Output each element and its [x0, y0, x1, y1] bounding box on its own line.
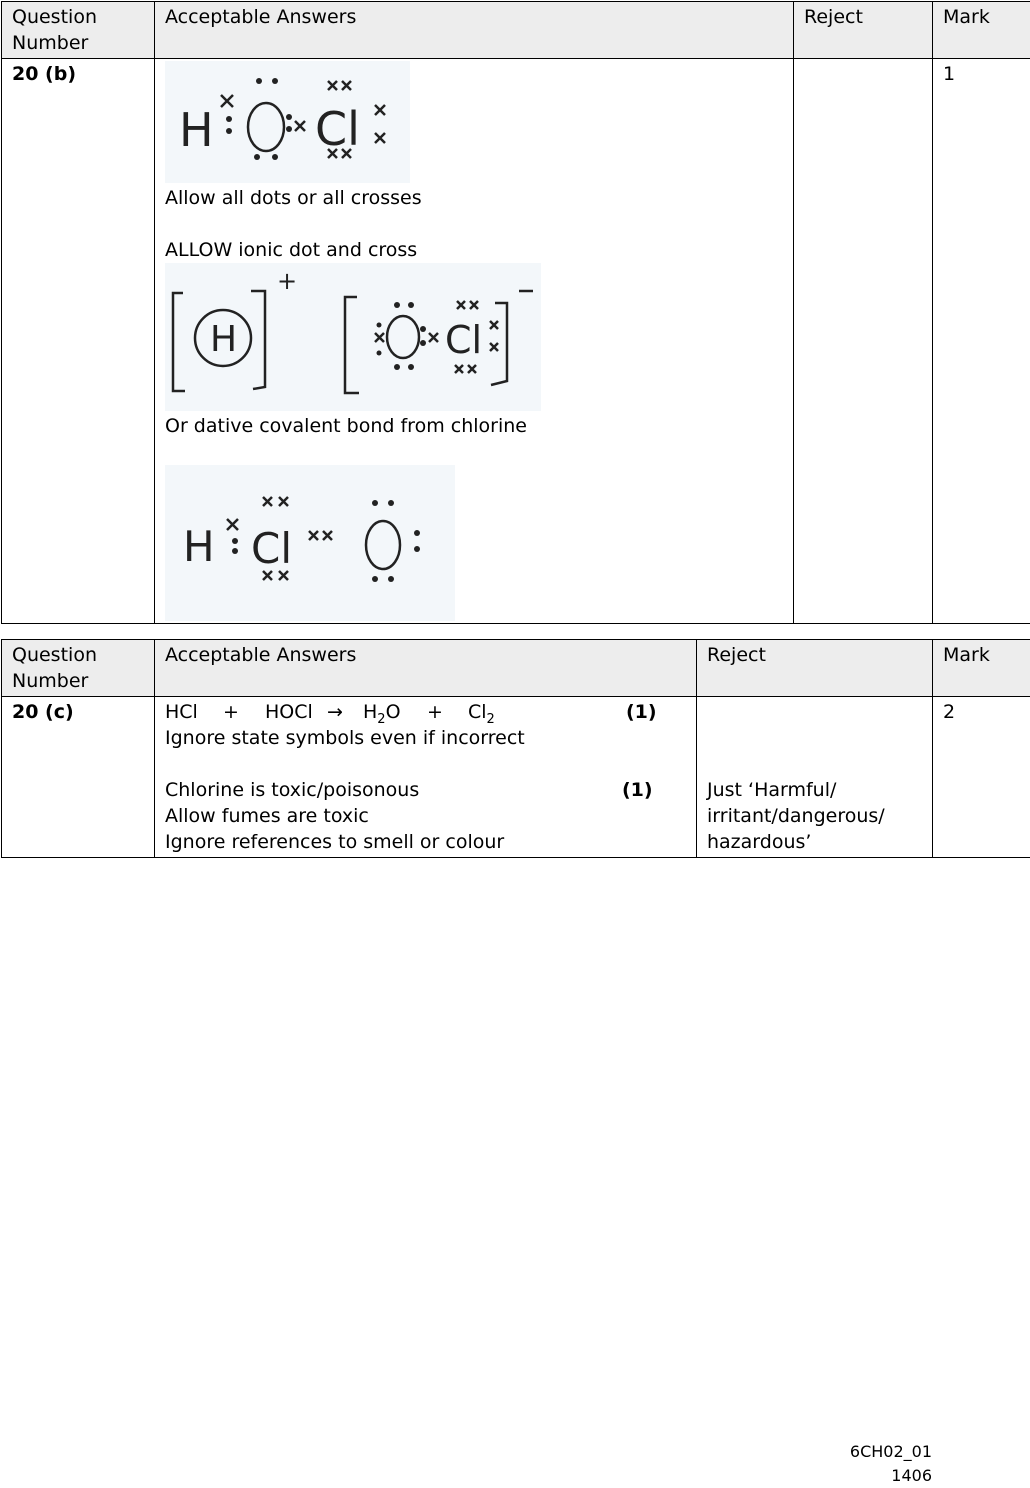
eq-hcl: HCl	[165, 701, 198, 723]
acceptable-answers-cell	[155, 59, 794, 624]
toxic-line	[165, 777, 686, 803]
page-number: 1406	[850, 1464, 932, 1488]
eq-cl2: $Cl_2$	[468, 699, 495, 725]
eq-mark: (1)	[626, 699, 657, 725]
header-question-number: Question Number	[2, 640, 155, 697]
diagram-cl-symbol-ionic: Cl	[445, 318, 482, 362]
header-acceptable-answers: Acceptable Answers	[155, 2, 794, 59]
diagram-h-symbol-dative: H	[183, 522, 215, 571]
paper-code: 6CH02_01	[850, 1440, 932, 1464]
dot-cross-diagram-ionic	[165, 263, 541, 411]
diagram-h-symbol: H	[179, 103, 214, 157]
eq-arrow: →	[327, 699, 343, 725]
allow-ionic-note: ALLOW ionic dot and cross	[165, 237, 783, 263]
dot-cross-diagram-covalent	[165, 61, 410, 183]
header-mark: Mark	[933, 2, 1030, 59]
question-number: 20 (c)	[2, 697, 155, 858]
diagram-cl-symbol-dative: Cl	[251, 524, 292, 573]
toxic-answer: Chlorine is toxic/poisonous	[165, 779, 419, 801]
eq-plus-2: +	[427, 699, 443, 725]
diagram-cl-symbol: Cl	[315, 102, 360, 156]
header-row	[2, 640, 1030, 697]
toxic-mark: (1)	[622, 777, 653, 803]
header-acceptable-answers: Acceptable Answers	[155, 640, 697, 697]
eq-hocl: HOCl	[265, 699, 313, 725]
dot-cross-diagram-dative	[165, 465, 455, 621]
reject-line-2: irritant/dangerous/	[707, 803, 922, 829]
header-mark: Mark	[933, 640, 1030, 697]
mark-scheme-table-20b	[1, 1, 1030, 624]
header-reject: Reject	[794, 2, 933, 59]
question-number: 20 (b)	[2, 59, 155, 624]
header-row	[2, 2, 1030, 59]
reject-cell	[697, 697, 933, 858]
reject-cell	[794, 59, 933, 624]
eq-plus-1: +	[223, 699, 239, 725]
allow-fumes-note: Allow fumes are toxic	[165, 803, 686, 829]
ignore-state-note: Ignore state symbols even if incorrect	[165, 725, 686, 751]
answer-row	[2, 59, 1030, 624]
acceptable-answers-cell	[155, 697, 697, 858]
diagram-h-symbol-ionic: H	[210, 319, 237, 360]
mark-cell: 2	[933, 697, 1030, 858]
reject-line-3: hazardous’	[707, 829, 922, 855]
allow-all-dots-note: Allow all dots or all crosses	[165, 185, 783, 211]
reject-line-1: Just ‘Harmful/	[707, 777, 922, 803]
header-reject: Reject	[697, 640, 933, 697]
ignore-smell-note: Ignore references to smell or colour	[165, 829, 686, 855]
header-question-number: Question Number	[2, 2, 155, 59]
equation-line	[165, 699, 686, 725]
page-footer	[850, 1440, 932, 1488]
mark-scheme-table-20c	[1, 639, 1030, 858]
mark-cell: 1	[933, 59, 1030, 624]
eq-h2o: $H_2O$	[363, 699, 401, 725]
dative-bond-note: Or dative covalent bond from chlorine	[165, 413, 783, 439]
answer-row	[2, 697, 1030, 858]
diagram-plus-charge: +	[277, 267, 297, 295]
